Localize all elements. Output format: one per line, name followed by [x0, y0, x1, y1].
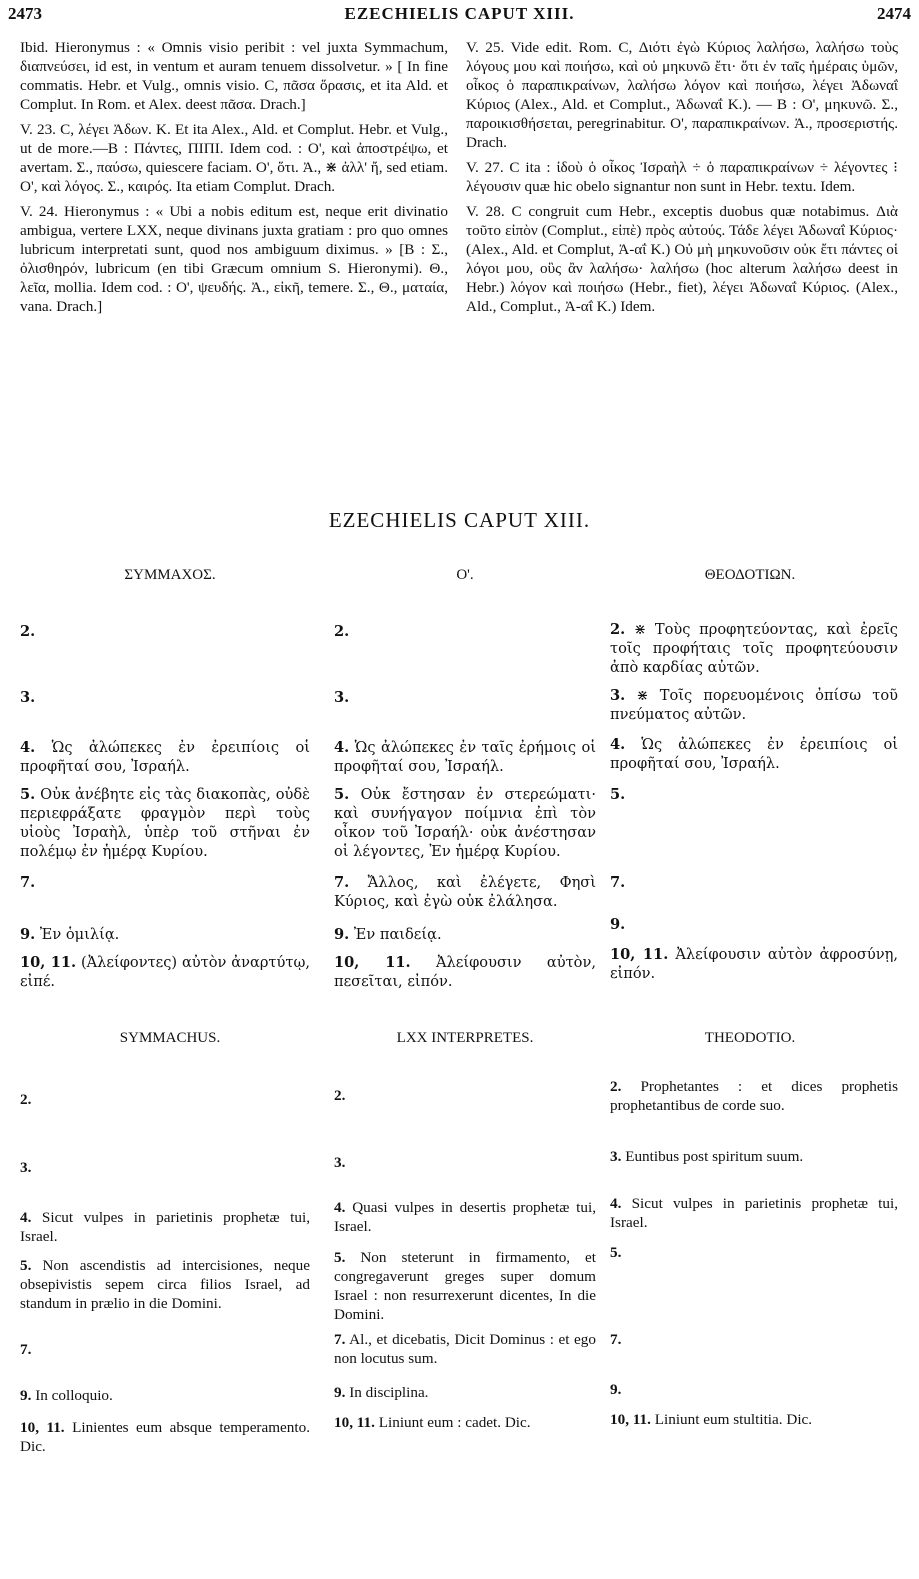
verse-number: 5.	[334, 1249, 346, 1266]
verse-text: Sicut vulpes in parietinis prophetæ tui, Israel.	[610, 1195, 898, 1231]
verse-text: Ἐν ὁμιλίᾳ.	[35, 926, 120, 943]
verse-text: (Ἀλείφοντες) αὐτὸν ἀναρτύτῳ, εἰπέ.	[20, 954, 310, 990]
verse-text: Quasi vulpes in desertis prophetæ tui, Israel.	[334, 1199, 596, 1235]
verse-number: 5.	[334, 786, 350, 803]
verse-number: 7.	[610, 1331, 622, 1348]
verse-text: Ὡς ἀλώπεκες ἐν ταῖς ἐρήμοις οἱ προφῆταί σου, Ἰσραήλ.	[334, 739, 596, 775]
verse-number: 2.	[334, 1087, 346, 1104]
verse-text: Ἐν παιδείᾳ.	[349, 926, 442, 943]
verse-cell	[334, 1248, 596, 1324]
verse-number: 4.	[20, 739, 36, 756]
verse-cell	[610, 915, 898, 934]
verse-text: Ἄλλος, καὶ ἐλέγετε, Φησὶ Κύριος, καὶ ἐγὼ οὐκ ἐλάλησα.	[334, 874, 596, 910]
column-heading-theodotion-head: ΘΕΟΔΟΤΙΩΝ.	[704, 567, 796, 583]
notes-column-left	[20, 38, 448, 322]
column-heading-theodotion-head: THEODOTIO.	[704, 1030, 796, 1046]
verse-cell	[610, 1194, 898, 1232]
verse-cell	[20, 1386, 310, 1405]
note-paragraph: Ibid. Hieronymus : « Omnis visio peribit : vel juxta Symmachum, διαπνεύσει, id est, in ventum et auram tenuem dissolvetur. » [ In fine commatis. Hebr. et Vulg., omnis visio. C, πᾶσα ὅρασις, et ita Ald. et Complut. In Rom. et Alex. deest πᾶσα. Drach.]	[20, 39, 448, 113]
verse-cell	[20, 622, 310, 641]
verse-number: 4.	[20, 1209, 32, 1226]
verse-number: 3.	[334, 689, 350, 706]
verse-cell	[334, 738, 596, 776]
verse-number: 4.	[610, 1195, 622, 1212]
verse-cell	[334, 1383, 596, 1402]
verse-cell	[20, 1158, 310, 1177]
verse-number: 7.	[20, 1341, 32, 1358]
verse-number: 10, 11.	[610, 1411, 651, 1428]
verse-number: 5.	[610, 786, 626, 803]
verse-number: 5.	[610, 1244, 622, 1261]
verse-cell	[610, 945, 898, 983]
verse-cell	[20, 688, 310, 707]
verse-number: 5.	[20, 1257, 32, 1274]
verse-cell	[334, 622, 596, 641]
verse-cell	[610, 1243, 898, 1262]
verse-number: 7.	[20, 874, 36, 891]
verse-text: Non ascendistis ad intercisiones, neque obsepivistis sepem circa filios Israel, ad standum in prælio in die Domini.	[20, 1257, 310, 1312]
verse-number: 10, 11.	[610, 946, 669, 963]
running-header	[0, 0, 919, 28]
verse-number: 9.	[334, 1384, 346, 1401]
verse-text: In disciplina.	[345, 1384, 429, 1401]
verse-cell	[20, 1418, 310, 1456]
verse-cell	[334, 925, 596, 944]
verse-text: Liniunt eum : cadet. Dic.	[374, 1414, 531, 1431]
verse-number: 5.	[20, 786, 36, 803]
verse-text: ⋇ Τοῖς πορευομένοις ὀπίσω τοῦ πνεύματος αὐτῶν.	[610, 687, 898, 723]
column-heading-lxx-head: LXX INTERPRETES.	[396, 1030, 534, 1046]
verse-text: Ὡς ἀλώπεκες ἐν ἐρειπίοις οἱ προφῆταί σου, Ἰσραήλ.	[610, 736, 898, 772]
verse-text: Prophetantes : et dices prophetis prophetantibus de corde suo.	[610, 1078, 898, 1114]
note-paragraph: V. 25. Vide edit. Rom. C, Διότι ἐγὼ Κύριος λαλήσω, λαλήσω τοὺς λόγους μου καὶ ποιήσω, καὶ οὐ μηκυνῶ ἔτι· ὅτι ἐν ταῖς ἡμέραις ὑμῶν, οἶκος ὁ παραπικραίνων, λαλήσω λόγον καὶ ποιήσω, λέγει Ἀδωναΐ Κύριος (Alex., Ald. et Complut., Ἀδωναΐ Κ.). — B : Ο', μηκυνῶ. Σ., παροικισθήσεται, peregrinabitur. Ο', παραπικραίνων. Ἀ., προσεριστής. Drach.	[466, 39, 898, 151]
note-paragraph: V. 24. Hieronymus : « Ubi a nobis editum est, neque erit divinatio ambigua, vertere LXX, neque divinans juxta gratiam : pro quo omnes lubricum interpretati sunt, quod nos ambiguum diximus. » [B : Σ., ὀλισθηρόν, lubricum (en tibi Græcum omnium S. Hieronymi). Θ., λεῖα, mollia. Idem cod. : Ο', ψευδής. Ἀ., εἰκῆ, temere. Σ., Θ., ματαία, vana. Drach.]	[20, 203, 448, 315]
verse-cell	[610, 620, 898, 677]
verse-cell	[334, 873, 596, 911]
verse-number: 4.	[334, 1199, 346, 1216]
verse-cell	[610, 785, 898, 804]
verse-text: Οὐκ ἀνέβητε εἰς τὰς διακοπὰς, οὐδὲ περιεφράξατε φραγμὸν περὶ τοὺς υἱοὺς Ἰσραὴλ, ὑπὲρ τοῦ στῆναι ἐν πολέμῳ ἐν ἡμέρᾳ Κυρίου.	[20, 786, 310, 860]
verse-cell	[20, 953, 310, 991]
verse-cell	[334, 785, 596, 861]
verse-number: 9.	[20, 1387, 32, 1404]
verse-number: 3.	[610, 687, 626, 704]
verse-number: 7.	[334, 874, 350, 891]
verse-text: Οὐκ ἔστησαν ἐν στερεώματι· καὶ συνήγαγον ποίμνια ἐπὶ τὸν οἶκον τοῦ Ἰσραήλ· οὐκ ἀνέστησαν οἱ λέγοντες, Ἐν ἡμέρᾳ Κυρίου.	[334, 786, 596, 860]
verse-text: Ἀλείφουσιν αὐτὸν, πεσεῖται, εἰπόν.	[334, 954, 596, 990]
note-paragraph: V. 28. C congruit cum Hebr., exceptis duobus quæ notabimus. Διὰ τοῦτο εἰπὸν (Complut., εἰπὲ) πρὸς αὐτούς. Τάδε λέγει Ἀδωναΐ Κύριος· (Alex., Ald. et Complut, Ἀ-αΐ Κ.) Οὐ μὴ μηκυνοῦσιν οὐκ ἔτι πάντες οἱ λόγοι μου, οὓς ἂν λαλήσω· λαλήσω (hoc alterum λαλήσω deest in Hebr.) λόγον καὶ ποιήσω (Hebr., fiet), λέγει Ἀδωναΐ Κύριος. (Alex., Ald., Complut., Ἀ-αΐ Κ.) Idem.	[466, 203, 898, 315]
verse-text: ⋇ Τοὺς προφητεύοντας, καὶ ἐρεῖς τοῖς προφήταις τοῖς προφητεύουσιν ἀπὸ καρδίας αὐτῶν.	[610, 621, 898, 676]
page-number-right: 2474	[877, 4, 911, 23]
verse-cell	[20, 873, 310, 892]
verse-number: 10, 11.	[20, 1419, 65, 1436]
verse-number: 2.	[334, 623, 350, 640]
verse-cell	[610, 735, 898, 773]
verse-number: 2.	[20, 623, 36, 640]
column-heading-lxx-head: Ο'.	[456, 567, 474, 583]
verse-cell	[610, 1077, 898, 1115]
verse-text: Ἀλείφουσιν αὐτὸν ἀφροσύνῃ, εἰπόν.	[610, 946, 898, 982]
verse-cell	[334, 953, 596, 991]
verse-cell	[610, 686, 898, 724]
verse-text: Al., et dicebatis, Dicit Dominus : et ego non locutus sum.	[334, 1331, 596, 1367]
page-number-left: 2473	[8, 4, 42, 23]
verse-number: 10, 11.	[20, 954, 77, 971]
verse-cell	[610, 1147, 898, 1166]
verse-cell	[334, 688, 596, 707]
verse-text: Non steterunt in firmamento, et congregaverunt greges super domum Israel : non resurrexerunt dicentes, In die Domini.	[334, 1249, 596, 1323]
verse-cell	[20, 925, 310, 944]
verse-cell	[610, 1330, 898, 1349]
notes-column-right	[466, 38, 898, 322]
verse-cell	[20, 738, 310, 776]
verse-number: 9.	[610, 916, 626, 933]
column-heading-symmachus-head: SYMMACHUS.	[119, 1030, 221, 1046]
verse-text: Liniunt eum stultitia. Dic.	[650, 1411, 813, 1428]
verse-number: 3.	[20, 1159, 32, 1176]
verse-number: 10, 11.	[334, 1414, 375, 1431]
verse-number: 9.	[20, 926, 36, 943]
verse-text: In colloquio.	[31, 1387, 113, 1404]
verse-number: 2.	[610, 621, 626, 638]
verse-number: 9.	[334, 926, 350, 943]
verse-number: 3.	[610, 1148, 622, 1165]
verse-cell	[20, 1340, 310, 1359]
verse-cell	[20, 1090, 310, 1109]
verse-cell	[334, 1413, 596, 1432]
verse-number: 7.	[334, 1331, 346, 1348]
verse-cell	[20, 1208, 310, 1246]
column-heading-symmachus-head: ΣΥΜΜΑΧΟΣ.	[124, 567, 216, 583]
verse-text: Sicut vulpes in parietinis prophetæ tui, Israel.	[20, 1209, 310, 1245]
verse-cell	[334, 1086, 596, 1105]
verse-text: Euntibus post spiritum suum.	[621, 1148, 804, 1165]
verse-number: 3.	[334, 1154, 346, 1171]
running-title: EZECHIELIS CAPUT XIII.	[344, 4, 575, 23]
verse-text: Linientes eum absque temperamento. Dic.	[20, 1419, 310, 1455]
note-paragraph: V. 23. C, λέγει Ἀδων. Κ. Et ita Alex., Ald. et Complut. Hebr. et Vulg., ut de more.—B : Πάντες, ΠΙΠΙ. Idem cod. : Ο', καὶ ἀποστρέψω, et avertam. Σ., παύσω, quiescere faciam. Ο', ὅτι. Ἀ., ⋇ ἀλλ' ἤ, sed etiam. Ο', καὶ λόγος. Σ., καιρός. Ita etiam Complut. Drach.	[20, 121, 448, 195]
verse-number: 9.	[610, 1381, 622, 1398]
verse-cell	[334, 1330, 596, 1368]
note-paragraph: V. 27. C ita : ἰδοὺ ὁ οἶκος Ἰσραὴλ ÷ ὁ παραπικραίνων ÷ λέγοντες ⁝ λέγουσιν quæ hic obelo signantur non sunt in Hebr. textu. Idem.	[466, 159, 898, 195]
verse-cell	[610, 1410, 898, 1429]
verse-cell	[20, 785, 310, 861]
verse-cell	[610, 1380, 898, 1399]
verse-cell	[20, 1256, 310, 1313]
verse-number: 2.	[20, 1091, 32, 1108]
verse-cell	[334, 1153, 596, 1172]
verse-number: 4.	[334, 739, 350, 756]
verse-number: 2.	[610, 1078, 622, 1095]
verse-number: 4.	[610, 736, 626, 753]
verse-number: 3.	[20, 689, 36, 706]
verse-number: 10, 11.	[334, 954, 411, 971]
verse-number: 7.	[610, 874, 626, 891]
verse-cell	[334, 1198, 596, 1236]
verse-cell	[610, 873, 898, 892]
section-title: EZECHIELIS CAPUT XIII.	[328, 508, 591, 532]
verse-text: Ὡς ἀλώπεκες ἐν ἐρειπίοις οἱ προφῆταί σου, Ἰσραήλ.	[20, 739, 310, 775]
